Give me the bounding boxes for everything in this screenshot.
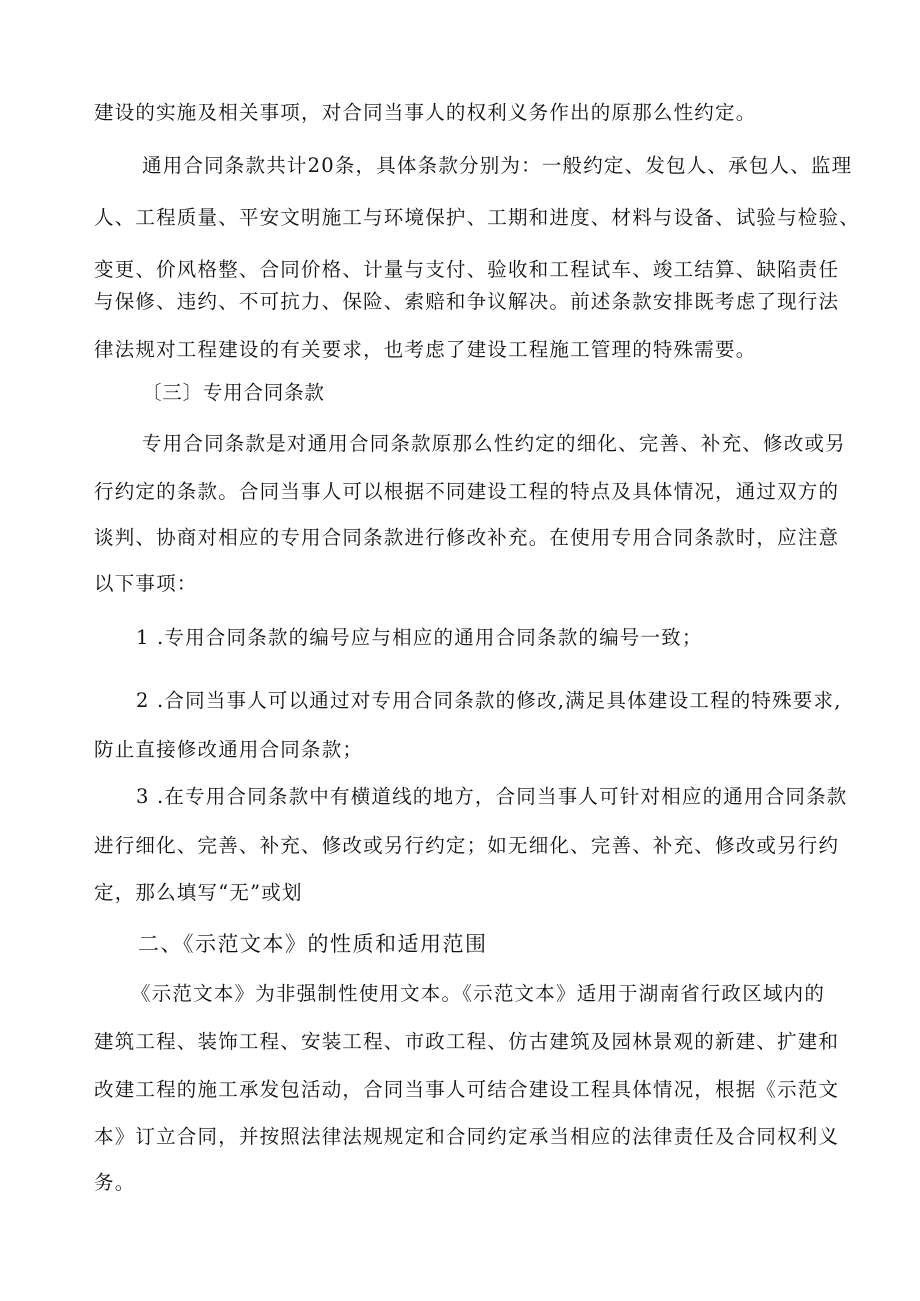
text-line: 人、工程质量、平安文明施工与环境保护、工期和进度、材料与设备、试验与检验、 [94, 206, 860, 229]
text-line: 《示范文本》为非强制性使用文本。《示范文本》适用于湖南省行政区域内的 [131, 982, 826, 1005]
text-line: 行约定的条款。合同当事人可以根据不同建设工程的特点及具体情况，通过双方的 [94, 480, 840, 503]
text-line: 变更、价风格整、合同价格、计量与支付、验收和工程试车、竣工结算、缺陷责任 [94, 258, 840, 281]
text-line: 本》订立合同，并按照法律法规规定和合同约定承当相应的法律责任及合同权利义 [94, 1125, 840, 1148]
text-line: 通用合同条款共计20条，具体条款分别为：一般约定、发包人、承包人、监理 [142, 154, 853, 177]
section-heading: 二、《示范文本》的性质和适用范围 [138, 932, 488, 956]
text-line: 改建工程的施工承发包活动，合同当事人可结合建设工程具体情况，根据《示范文 [94, 1078, 840, 1101]
text-line: 进行细化、完善、补充、修改或另行约定；如无细化、完善、补充、修改或另行约 [94, 834, 840, 857]
text-line: 定，那么填写“无”或划 [94, 881, 303, 904]
text-line: 建筑工程、装饰工程、安装工程、市政工程、仿古建筑及园林景观的新建、扩建和 [94, 1030, 840, 1053]
text-line: 与保修、违约、不可抗力、保险、索赔和争议解决。前述条款安排既考虑了现行法 [94, 290, 840, 313]
text-line: 律法规对工程建设的有关要求，也考虑了建设工程施工管理的特殊需要。 [94, 338, 757, 361]
text-line: 建设的实施及相关事项，对合同当事人的权利义务作出的原那么性约定。 [94, 101, 757, 124]
list-item: 3 .在专用合同条款中有横道线的地方，合同当事人可针对相应的通用合同条款 [136, 785, 848, 808]
text-line: 以下事项： [94, 572, 198, 595]
text-line: 务。 [94, 1171, 136, 1194]
text-line: 谈判、协商对相应的专用合同条款进行修改补充。在使用专用合同条款时，应注意 [94, 526, 840, 549]
list-item: 2 .合同当事人可以通过对专用合同条款的修改,满足具体建设工程的特殊要求, [136, 689, 842, 712]
text-line: 专用合同条款是对通用合同条款原那么性约定的细化、完善、补充、修改或另 [142, 432, 846, 455]
text-line: 防止直接修改通用合同条款； [94, 738, 364, 761]
list-item: 1 .专用合同条款的编号应与相应的通用合同条款的编号一致； [136, 626, 703, 649]
section-subheading: 〔三〕专用合同条款 [142, 381, 325, 404]
